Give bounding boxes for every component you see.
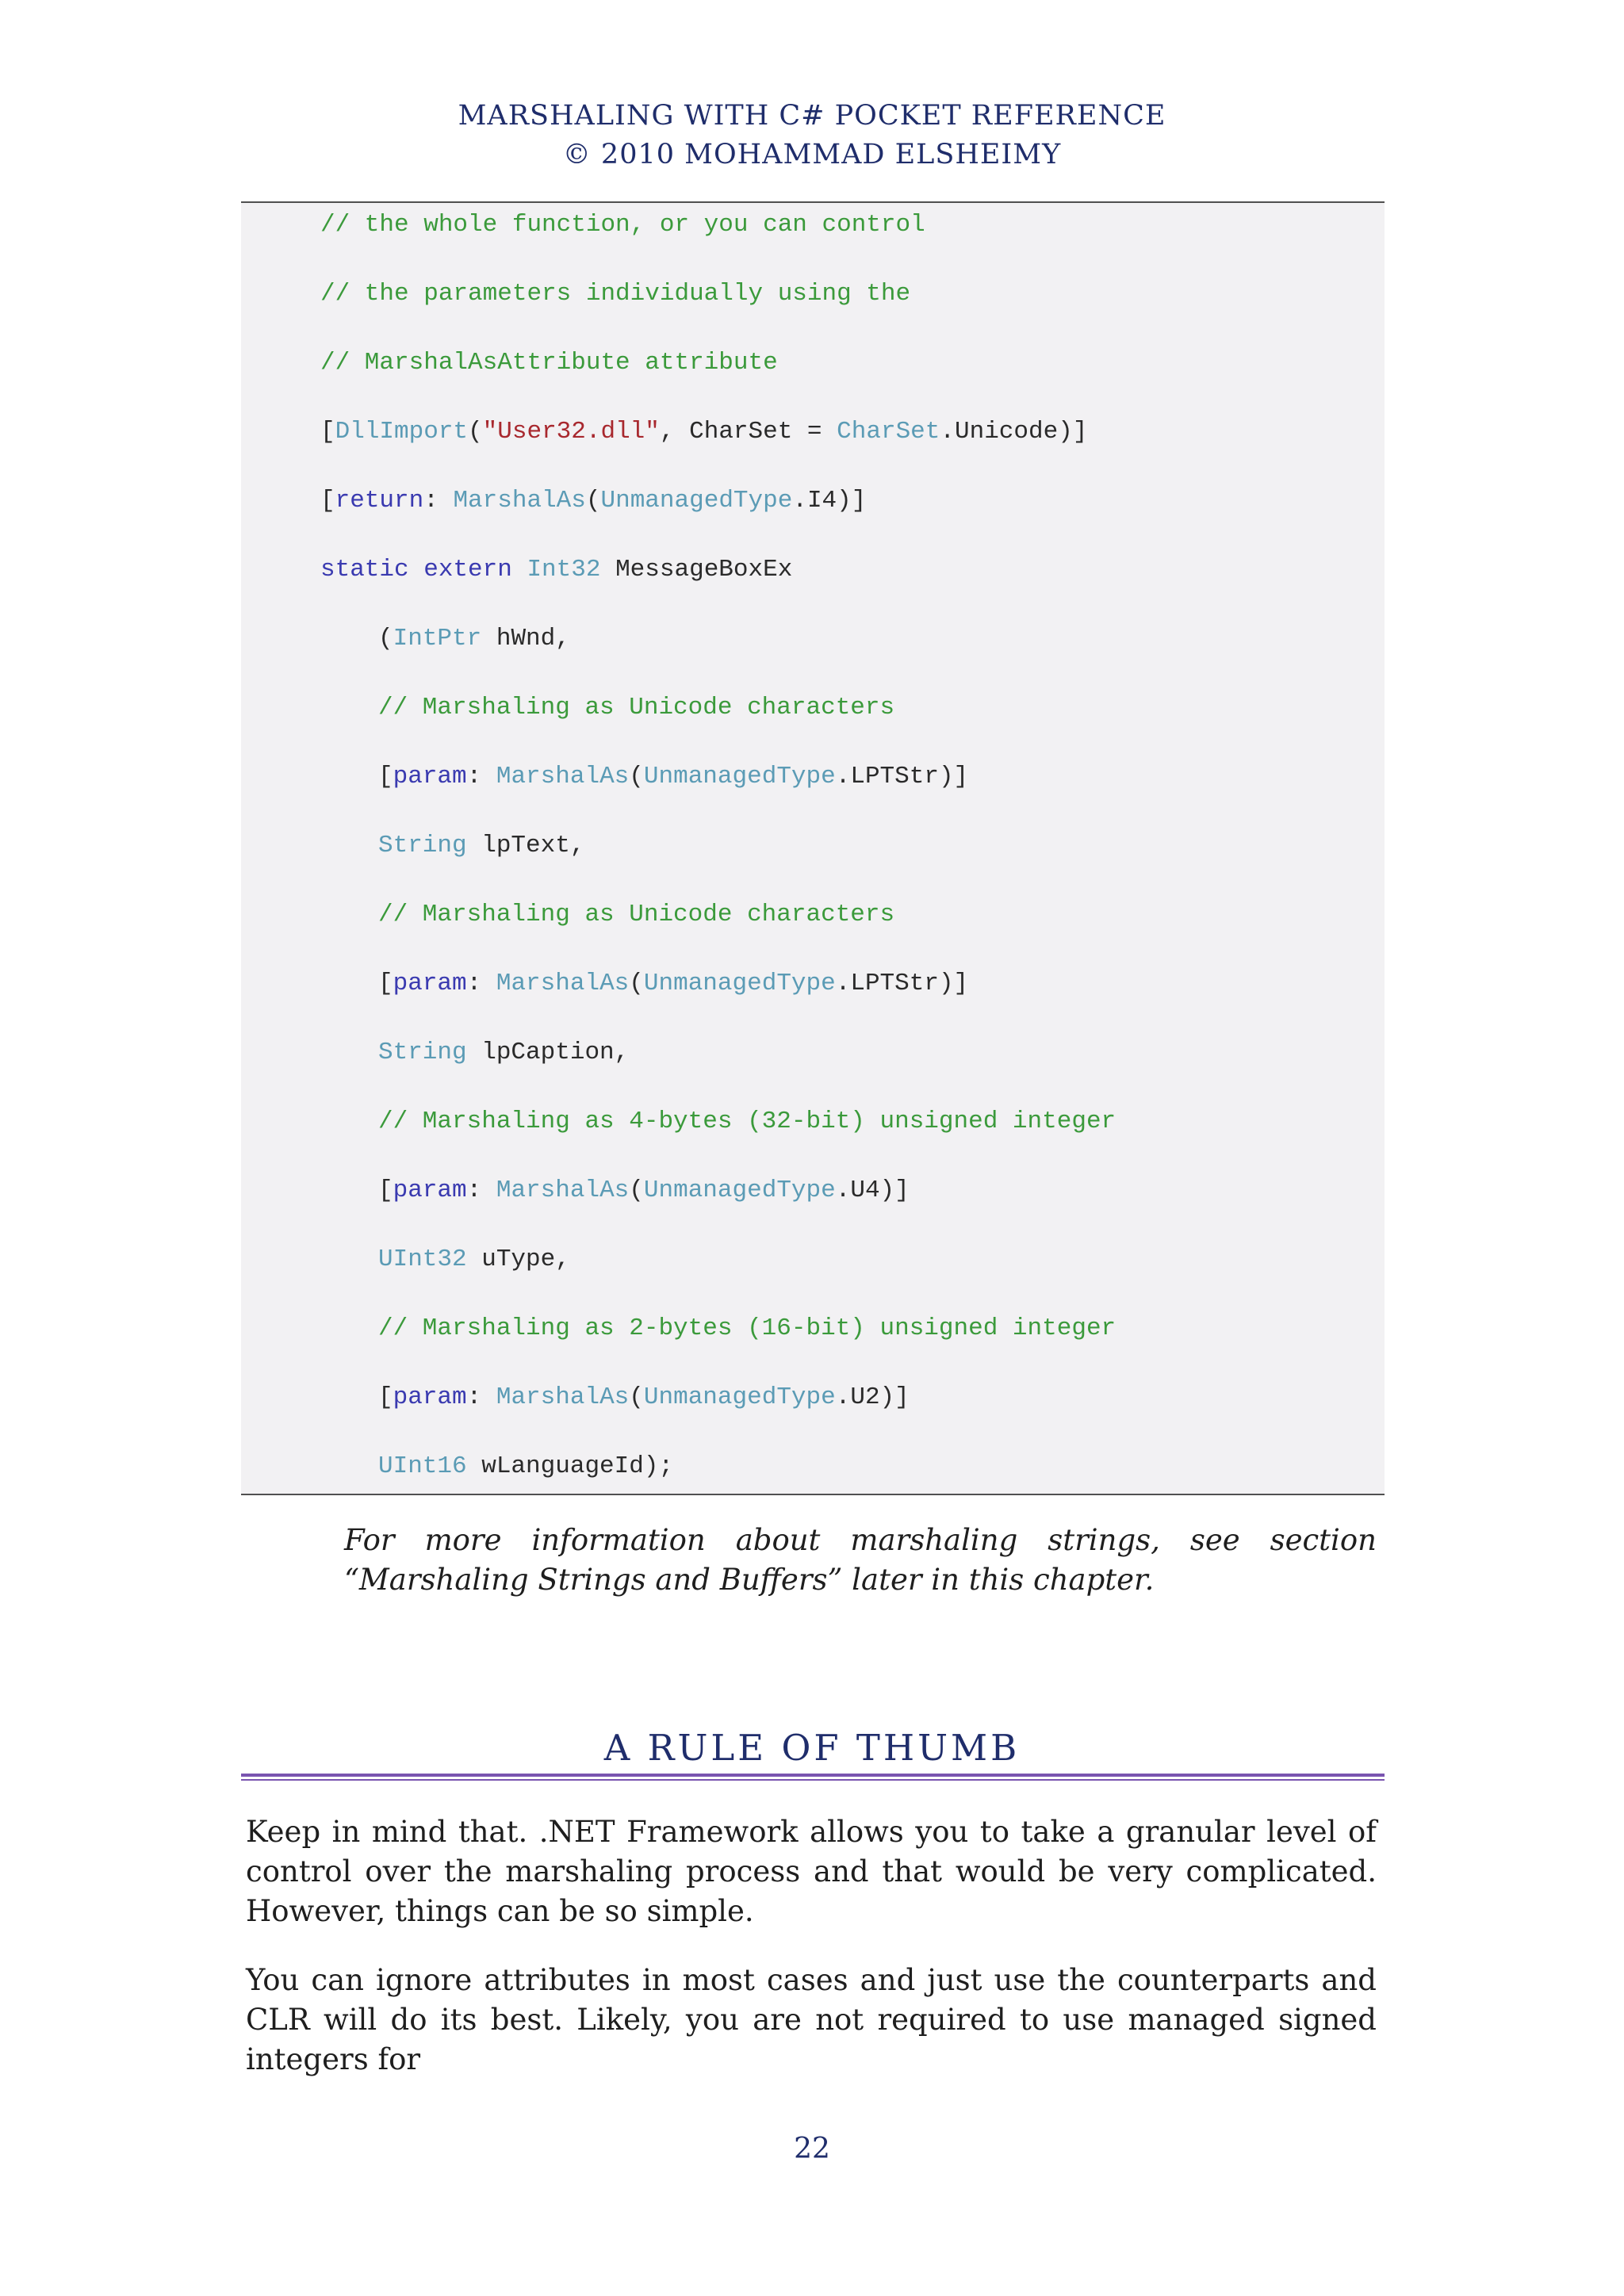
code-token-keyword: static extern (320, 556, 527, 584)
code-token-type: MarshalAs (496, 763, 630, 790)
body-paragraph: You can ignore attributes in most cases and just use the counterparts and CLR will do its best. Likely, you are not required to use managed signed integers for (246, 1963, 1377, 2076)
code-token-plain: lpCaption, (466, 1039, 630, 1066)
code-token-plain: uType, (466, 1246, 570, 1273)
code-line (378, 1175, 910, 1207)
code-token-type: UnmanagedType (643, 1177, 836, 1204)
code-line (378, 1313, 1116, 1345)
code-token-comment: // Marshaling as 4-bytes (32-bit) unsigned integer (378, 1108, 1116, 1135)
code-token-type: MarshalAs (453, 487, 586, 515)
code-token-plain: [ (320, 418, 335, 446)
code-token-type: UnmanagedType (643, 1383, 836, 1411)
code-token-comment: // Marshaling as 2-bytes (16-bit) unsigned integer (378, 1314, 1116, 1342)
note-text: For more information about marshaling strings, see section “Marshaling Strings and Buffers” later in this chapter. (344, 1523, 1377, 1597)
code-token-plain: .LPTStr)] (835, 970, 969, 997)
code-token-plain: ( (378, 625, 393, 652)
code-token-type: UnmanagedType (643, 763, 836, 790)
code-line (378, 1244, 570, 1276)
header-title: MARSHALING WITH C# POCKET REFERENCE (458, 100, 1166, 132)
code-line (320, 347, 778, 379)
code-token-plain: ( (629, 970, 644, 997)
code-line (378, 1382, 910, 1414)
code-line (320, 485, 866, 517)
code-token-keyword: param (393, 970, 467, 997)
code-token-type: UInt32 (378, 1246, 467, 1273)
code-token-comment: // Marshaling as Unicode characters (378, 694, 895, 721)
section-heading: A RULE OF THUMB (603, 1727, 1021, 1769)
code-token-plain: ( (629, 1383, 644, 1411)
code-token-type: Int32 (527, 556, 601, 584)
code-token-plain: lpText, (466, 832, 585, 859)
code-token-plain: .U4)] (835, 1177, 910, 1204)
code-line (378, 899, 894, 931)
code-line (378, 761, 968, 793)
code-line (378, 623, 570, 655)
code-line (320, 278, 910, 310)
code-token-plain: : (466, 763, 496, 790)
code-token-plain: ( (629, 1177, 644, 1204)
code-token-type: DllImport (335, 418, 469, 446)
section-heading-rule (241, 1774, 1385, 1781)
code-token-plain: , CharSet = (659, 418, 837, 446)
code-token-plain: [ (378, 1383, 393, 1411)
code-token-type: UInt16 (378, 1452, 467, 1480)
code-token-plain: .LPTStr)] (835, 763, 969, 790)
code-token-plain: : (466, 970, 496, 997)
code-line (320, 416, 1087, 448)
code-token-plain: : (466, 1383, 496, 1411)
code-token-type: MarshalAs (496, 970, 630, 997)
code-token-type: IntPtr (393, 625, 482, 652)
code-token-plain: [ (320, 487, 335, 515)
code-token-comment: // MarshalAsAttribute attribute (320, 349, 778, 377)
code-line (378, 1451, 673, 1483)
code-token-plain: MessageBoxEx (600, 556, 793, 584)
code-token-plain: : (423, 487, 454, 515)
code-line (378, 1037, 629, 1069)
code-token-comment: // the whole function, or you can control (320, 211, 925, 239)
code-line (378, 1106, 1116, 1138)
code-line (378, 968, 968, 1000)
code-token-keyword: param (393, 1383, 467, 1411)
code-token-string: "User32.dll" (482, 418, 660, 446)
code-token-plain: hWnd, (481, 625, 570, 652)
code-token-keyword: param (393, 763, 467, 790)
code-line (378, 830, 584, 862)
code-token-comment: // the parameters individually using the (320, 280, 911, 308)
code-token-plain: : (466, 1177, 496, 1204)
code-token-type: MarshalAs (496, 1177, 630, 1204)
code-token-comment: // Marshaling as Unicode characters (378, 901, 895, 928)
code-line (320, 209, 925, 241)
code-token-plain: [ (378, 970, 393, 997)
code-line (378, 692, 894, 724)
code-token-type: String (378, 832, 467, 859)
code-line (320, 554, 792, 586)
code-token-type: UnmanagedType (600, 487, 793, 515)
body-paragraph: Keep in mind that. .NET Framework allows you to take a granular level of control over the marshaling process and that would be very complicated. However, things can be so simple. (246, 1815, 1377, 1928)
header-copyright: © 2010 MOHAMMAD ELSHEIMY (562, 139, 1062, 170)
code-token-plain: [ (378, 1177, 393, 1204)
code-token-type: CharSet (837, 418, 940, 446)
code-token-type: MarshalAs (496, 1383, 630, 1411)
code-block (241, 201, 1385, 1495)
code-token-type: UnmanagedType (643, 970, 836, 997)
code-token-plain: ( (585, 487, 601, 515)
page-number: 22 (794, 2133, 830, 2165)
code-token-keyword: param (393, 1177, 467, 1204)
code-token-plain: .I4)] (792, 487, 867, 515)
code-token-keyword: return (335, 487, 424, 515)
code-token-plain: wLanguageId); (466, 1452, 674, 1480)
code-token-type: String (378, 1039, 467, 1066)
code-token-plain: ( (629, 763, 644, 790)
code-token-plain: ( (468, 418, 483, 446)
code-token-plain: .U2)] (835, 1383, 910, 1411)
code-token-plain: .Unicode)] (940, 418, 1088, 446)
code-token-plain: [ (378, 763, 393, 790)
running-header (0, 97, 1624, 174)
